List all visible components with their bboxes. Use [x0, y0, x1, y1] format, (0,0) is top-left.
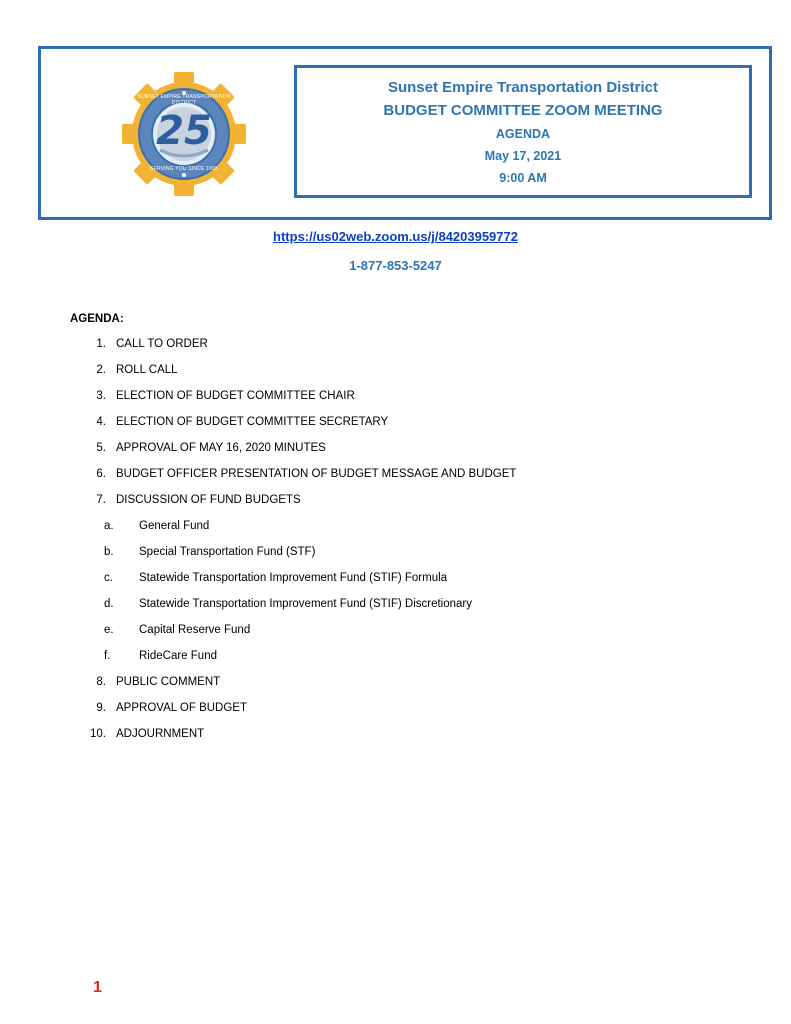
agenda-item — [0, 728, 791, 744]
agenda-subitem — [0, 572, 791, 588]
agenda-item-text: Statewide Transportation Improvement Fund (STIF) Discretionary — [139, 598, 472, 610]
agenda-item-number: 5. — [96, 442, 106, 454]
meeting-time: 9:00 AM — [499, 170, 547, 185]
agenda-item-number: 2. — [96, 364, 106, 376]
agenda-item-text: Statewide Transportation Improvement Fund (STIF) Formula — [139, 572, 448, 584]
agenda-item-text: RideCare Fund — [139, 650, 217, 662]
logo-ring-text-top: SUNSET EMPIRE TRANSPORTATION DISTRICT — [137, 94, 231, 106]
agenda-subitem — [0, 598, 791, 614]
agenda-item-number: 10. — [90, 728, 106, 740]
agenda-item — [0, 338, 791, 354]
agenda-subitem — [0, 546, 791, 562]
agenda-item-number: 1. — [96, 338, 106, 350]
agenda-item-number: 8. — [96, 676, 106, 688]
agenda-item-number: a. — [104, 520, 114, 532]
agenda-item — [0, 494, 791, 510]
agenda-item-text: Capital Reserve Fund — [139, 624, 251, 636]
agenda-item — [0, 442, 791, 458]
agenda-item-text: PUBLIC COMMENT — [116, 676, 221, 688]
agenda-item-text: BUDGET OFFICER PRESENTATION OF BUDGET MESSAGE AND BUDGET — [116, 468, 517, 480]
agenda-heading: AGENDA: — [70, 313, 124, 325]
agenda-item-text: ADJOURNMENT — [116, 728, 205, 740]
meeting-title-box — [294, 65, 752, 198]
agenda-item-number: 6. — [96, 468, 106, 480]
agenda-item-number: 7. — [96, 494, 106, 506]
dial-in-phone-number: 1-877-853-5247 — [349, 258, 442, 273]
agenda-item-number: 9. — [96, 702, 106, 714]
organization-name: Sunset Empire Transportation District — [387, 78, 659, 96]
agenda-item-number: c. — [104, 572, 113, 584]
agenda-item — [0, 416, 791, 432]
agenda-item — [0, 390, 791, 406]
logo-ring-text-bottom: SERVING YOU SINCE 1995 — [149, 166, 219, 172]
agenda-item-number: b. — [104, 546, 114, 558]
agenda-item-number: 4. — [96, 416, 106, 428]
agenda-item — [0, 676, 791, 692]
agenda-item-number: d. — [104, 598, 114, 610]
district-logo — [120, 70, 248, 198]
agenda-item-text: DISCUSSION OF FUND BUDGETS — [116, 494, 301, 506]
logo-number: 25 — [156, 108, 212, 154]
agenda-item — [0, 702, 791, 718]
page-number: 1 — [93, 979, 102, 996]
agenda-item-text: General Fund — [139, 520, 210, 532]
agenda-item-number: e. — [104, 624, 114, 636]
agenda-item — [0, 468, 791, 484]
document-type: AGENDA — [495, 126, 551, 141]
zoom-meeting-link[interactable]: https://us02web.zoom.us/j/84203959772 — [273, 229, 518, 244]
agenda-item-text: ELECTION OF BUDGET COMMITTEE CHAIR — [116, 390, 355, 402]
meeting-title: BUDGET COMMITTEE ZOOM MEETING — [383, 101, 663, 119]
agenda-item-number: 3. — [96, 390, 106, 402]
agenda-subitem — [0, 624, 791, 640]
agenda-subitem — [0, 650, 791, 666]
agenda-item-text: Special Transportation Fund (STF) — [139, 546, 316, 558]
agenda-item-text: CALL TO ORDER — [116, 338, 208, 350]
agenda-item-number: f. — [104, 650, 111, 662]
agenda-item-text: APPROVAL OF MAY 16, 2020 MINUTES — [116, 442, 326, 454]
agenda-subitem — [0, 520, 791, 536]
agenda-item-text: ROLL CALL — [116, 364, 178, 376]
agenda-item-text: ELECTION OF BUDGET COMMITTEE SECRETARY — [116, 416, 389, 428]
meeting-date: May 17, 2021 — [484, 148, 562, 163]
agenda-item-text: APPROVAL OF BUDGET — [116, 702, 247, 714]
agenda-item — [0, 364, 791, 380]
